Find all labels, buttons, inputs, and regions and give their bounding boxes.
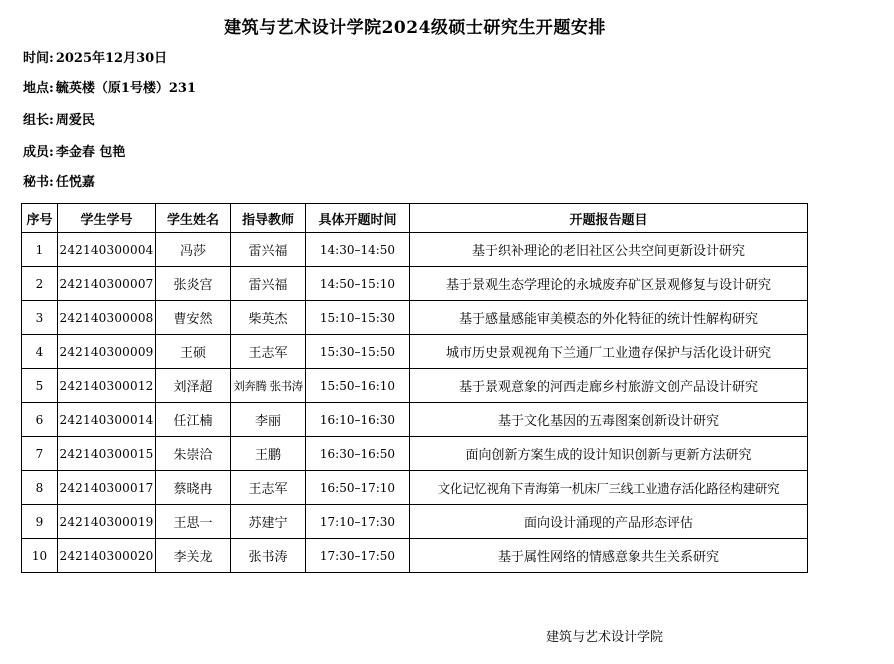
leader-label: 组长:	[23, 113, 54, 128]
table-header-row	[22, 204, 808, 233]
cell-topic: 基于文化基因的五毒图案创新设计研究	[410, 403, 808, 437]
table-row	[22, 301, 808, 335]
cell-time: 17:10–17:30	[306, 505, 410, 539]
cell-advisor: 雷兴福	[231, 267, 306, 301]
cell-student-name: 曹安然	[156, 301, 231, 335]
time-label: 时间:	[23, 51, 54, 66]
info-time	[23, 47, 167, 66]
cell-advisor: 雷兴福	[231, 233, 306, 267]
info-leader	[23, 109, 95, 128]
cell-advisor: 李丽	[231, 403, 306, 437]
cell-time: 16:30–16:50	[306, 437, 410, 471]
cell-topic: 面向创新方案生成的设计知识创新与更新方法研究	[410, 437, 808, 471]
table-row	[22, 539, 808, 573]
cell-student-id: 242140300019	[58, 505, 156, 539]
footer-signature: 建筑与艺术设计学院	[546, 630, 664, 645]
cell-no: 8	[22, 471, 58, 505]
cell-time: 15:10–15:30	[306, 301, 410, 335]
table-row	[22, 403, 808, 437]
header-time: 具体开题时间	[306, 204, 410, 233]
cell-student-id: 242140300015	[58, 437, 156, 471]
cell-no: 3	[22, 301, 58, 335]
table-row	[22, 471, 808, 505]
cell-topic: 基于景观意象的河西走廊乡村旅游文创产品设计研究	[410, 369, 808, 403]
cell-advisor: 刘奔腾 张书涛	[231, 369, 306, 403]
table-row	[22, 335, 808, 369]
leader-value: 周爱民	[55, 113, 95, 128]
cell-no: 2	[22, 267, 58, 301]
info-secretary	[23, 171, 95, 190]
cell-student-name: 王硕	[156, 335, 231, 369]
cell-student-name: 张炎宫	[156, 267, 231, 301]
cell-topic: 基于感量感能审美模态的外化特征的统计性解构研究	[410, 301, 808, 335]
header-advisor: 指导教师	[231, 204, 306, 233]
cell-student-name: 任江楠	[156, 403, 231, 437]
cell-time: 17:30–17:50	[306, 539, 410, 573]
schedule-table	[21, 203, 808, 573]
cell-no: 1	[22, 233, 58, 267]
header-student-id: 学生学号	[58, 204, 156, 233]
info-members	[23, 141, 125, 160]
cell-advisor: 王鹏	[231, 437, 306, 471]
cell-no: 10	[22, 539, 58, 573]
cell-time: 15:50–16:10	[306, 369, 410, 403]
cell-student-id: 242140300007	[58, 267, 156, 301]
info-place	[23, 77, 196, 96]
cell-no: 9	[22, 505, 58, 539]
cell-student-id: 242140300012	[58, 369, 156, 403]
cell-student-id: 242140300017	[58, 471, 156, 505]
cell-student-name: 李关龙	[156, 539, 231, 573]
cell-student-name: 王思一	[156, 505, 231, 539]
cell-topic: 面向设计涌现的产品形态评估	[410, 505, 808, 539]
table-row	[22, 437, 808, 471]
cell-time: 14:30–14:50	[306, 233, 410, 267]
cell-no: 7	[22, 437, 58, 471]
cell-time: 14:50–15:10	[306, 267, 410, 301]
cell-time: 16:10–16:30	[306, 403, 410, 437]
members-label: 成员:	[23, 145, 54, 160]
cell-student-name: 朱崇洽	[156, 437, 231, 471]
cell-advisor: 张书涛	[231, 539, 306, 573]
cell-topic: 基于属性网络的情感意象共生关系研究	[410, 539, 808, 573]
secretary-value: 任悦嘉	[55, 175, 95, 190]
cell-student-name: 蔡晓冉	[156, 471, 231, 505]
cell-student-id: 242140300009	[58, 335, 156, 369]
cell-no: 4	[22, 335, 58, 369]
cell-advisor: 王志军	[231, 471, 306, 505]
time-value: 2025年12月30日	[55, 51, 168, 66]
page-title: 建筑与艺术设计学院2024级硕士研究生开题安排	[224, 18, 606, 38]
header-no: 序号	[22, 204, 58, 233]
table-row	[22, 505, 808, 539]
cell-student-id: 242140300014	[58, 403, 156, 437]
cell-time: 15:30–15:50	[306, 335, 410, 369]
cell-topic: 城市历史景观视角下兰通厂工业遗存保护与活化设计研究	[410, 335, 808, 369]
cell-student-id: 242140300020	[58, 539, 156, 573]
cell-student-name: 刘泽超	[156, 369, 231, 403]
cell-topic: 基于织补理论的老旧社区公共空间更新设计研究	[410, 233, 808, 267]
members-value: 李金春 包艳	[55, 145, 126, 160]
table-row	[22, 267, 808, 301]
place-label: 地点:	[23, 81, 54, 96]
cell-no: 5	[22, 369, 58, 403]
table-row	[22, 233, 808, 267]
cell-student-id: 242140300004	[58, 233, 156, 267]
cell-topic: 文化记忆视角下青海第一机床厂三线工业遗存活化路径构建研究	[410, 471, 808, 505]
cell-advisor: 苏建宁	[231, 505, 306, 539]
table-row	[22, 369, 808, 403]
place-value: 毓英楼（原1号楼）231	[55, 81, 196, 96]
cell-no: 6	[22, 403, 58, 437]
header-student-name: 学生姓名	[156, 204, 231, 233]
cell-advisor: 柴英杰	[231, 301, 306, 335]
cell-topic: 基于景观生态学理论的永城废弃矿区景观修复与设计研究	[410, 267, 808, 301]
cell-time: 16:50–17:10	[306, 471, 410, 505]
cell-student-id: 242140300008	[58, 301, 156, 335]
cell-student-name: 冯莎	[156, 233, 231, 267]
secretary-label: 秘书:	[23, 175, 54, 190]
cell-advisor: 王志军	[231, 335, 306, 369]
header-topic: 开题报告题目	[410, 204, 808, 233]
